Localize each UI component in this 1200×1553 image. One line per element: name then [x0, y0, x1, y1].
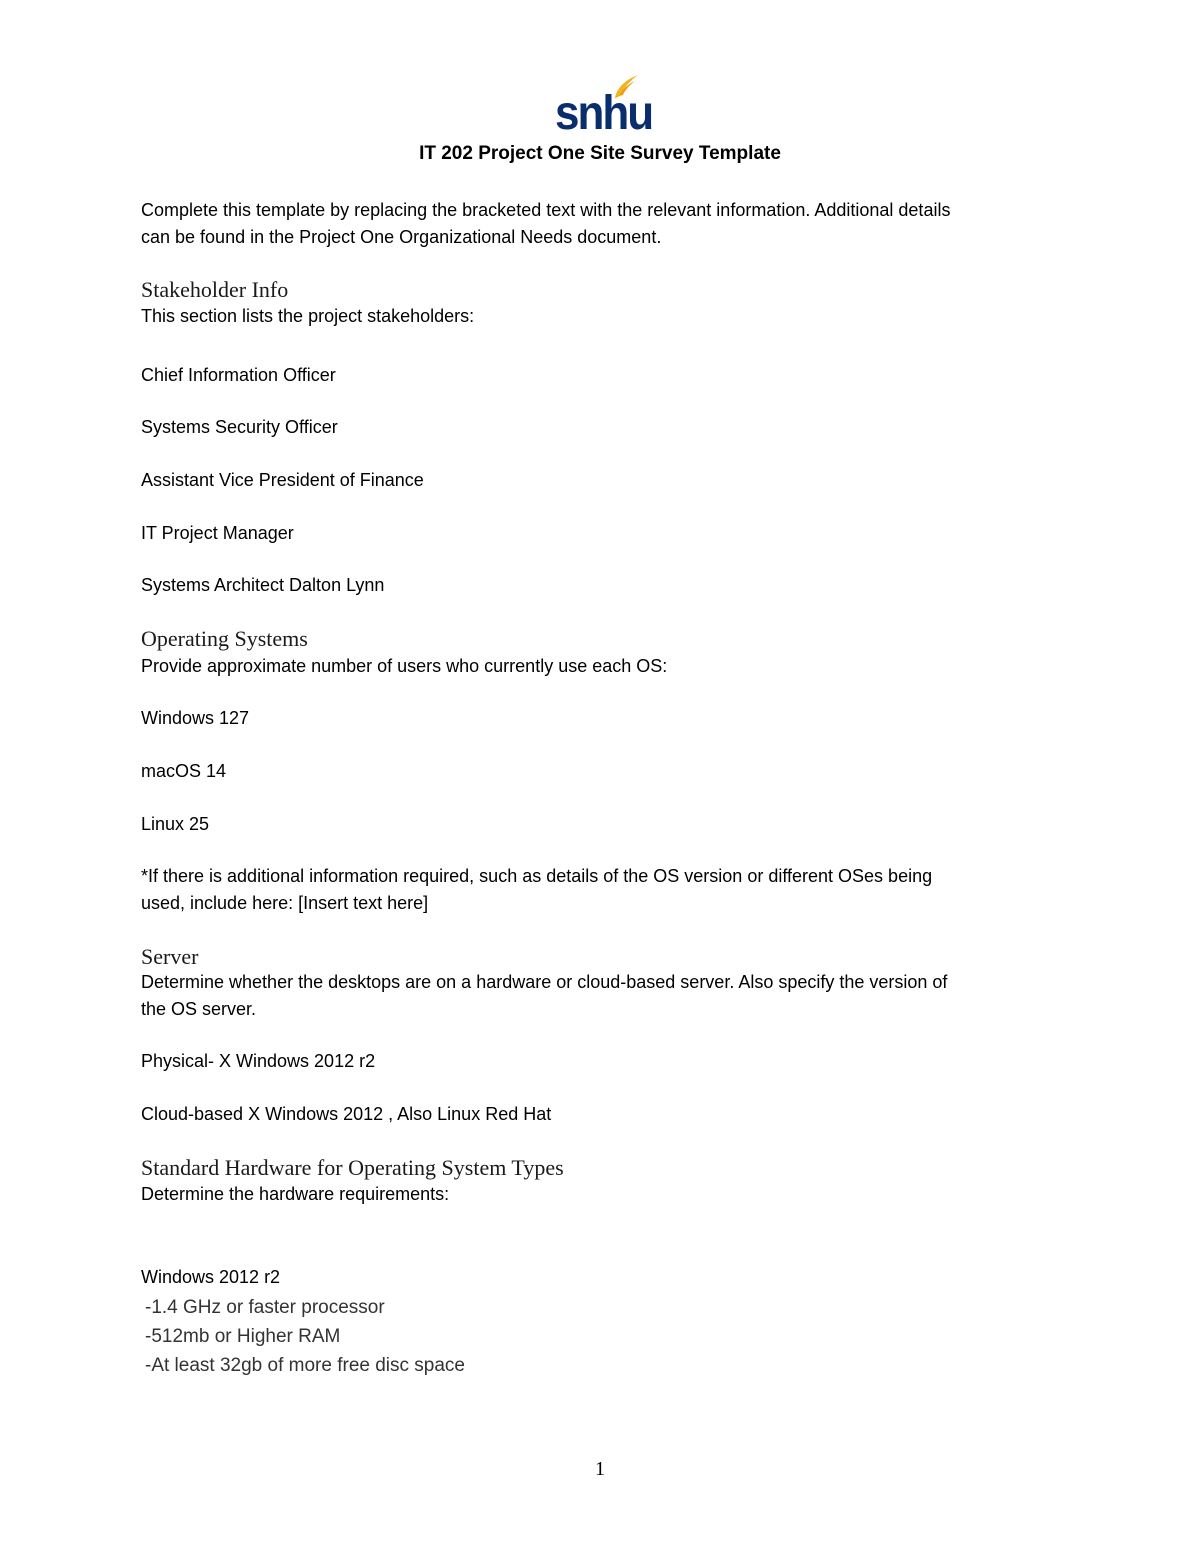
os-item: Windows 127: [141, 708, 250, 728]
stakeholder-item: Systems Security Officer: [141, 417, 338, 437]
intro-line-1: Complete this template by replacing the bracketed text with the relevant information. Additional details: [141, 200, 951, 220]
os-heading: Operating Systems: [141, 626, 308, 651]
intro-line-2: can be found in the Project One Organizational Needs document.: [141, 227, 662, 247]
stakeholder-item: Chief Information Officer: [141, 365, 336, 385]
stakeholder-item: Assistant Vice President of Finance: [141, 470, 424, 490]
server-description-line-2: the OS server.: [141, 999, 257, 1019]
page-number: 1: [595, 1458, 605, 1480]
hardware-description: Determine the hardware requirements:: [141, 1184, 450, 1204]
os-description: Provide approximate number of users who currently use each OS:: [141, 656, 668, 676]
server-heading: Server: [141, 944, 199, 969]
hardware-requirement: -512mb or Higher RAM: [145, 1326, 341, 1347]
os-item: macOS 14: [141, 761, 227, 781]
stakeholder-description: This section lists the project stakeholders:: [141, 306, 475, 326]
os-note-line-1: *If there is additional information required, such as details of the OS version or different OSes being: [141, 866, 933, 886]
stakeholder-item: IT Project Manager: [141, 523, 294, 543]
server-physical: Physical- X Windows 2012 r2: [141, 1051, 376, 1071]
server-cloud: Cloud-based X Windows 2012 , Also Linux Red Hat: [141, 1104, 552, 1124]
os-item: Linux 25: [141, 814, 210, 834]
logo-text: snhu: [555, 86, 653, 140]
hardware-os-label: Windows 2012 r2: [141, 1267, 281, 1287]
hardware-requirement: -At least 32gb of more free disc space: [145, 1355, 465, 1376]
hardware-requirement: -1.4 GHz or faster processor: [145, 1297, 385, 1318]
hardware-heading: Standard Hardware for Operating System Types: [141, 1155, 564, 1180]
stakeholder-item: Systems Architect Dalton Lynn: [141, 575, 385, 595]
stakeholder-heading: Stakeholder Info: [141, 277, 289, 302]
server-description-line-1: Determine whether the desktops are on a hardware or cloud-based server. Also specify the version of: [141, 972, 948, 992]
flame-icon: [611, 72, 641, 102]
os-note-line-2: used, include here: [Insert text here]: [141, 893, 429, 913]
page-title: IT 202 Project One Site Survey Template: [419, 143, 781, 164]
snhu-logo: [555, 72, 653, 140]
